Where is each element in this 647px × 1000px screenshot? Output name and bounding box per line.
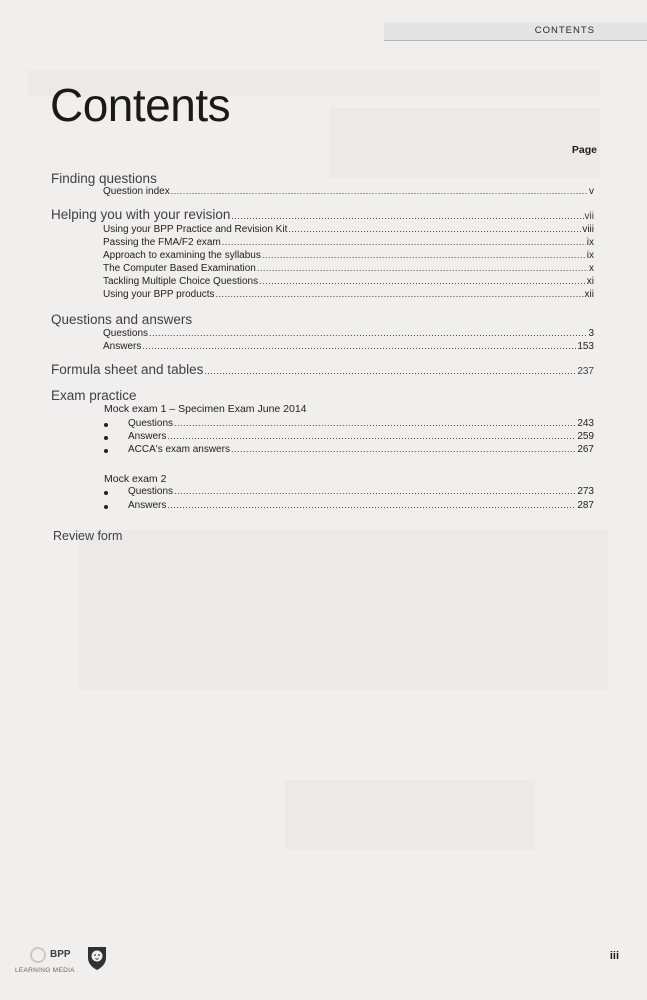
toc-entry-label: Using your BPP Practice and Revision Kit: [103, 224, 288, 235]
toc-section[interactable]: [51, 363, 594, 377]
toc-entry-label: Approach to examining the syllabus: [103, 250, 261, 261]
toc-entry-page: 273: [577, 486, 594, 497]
mock-exam-1-title: Mock exam 1 – Specimen Exam June 2014: [104, 403, 307, 415]
toc-entry-page: ix: [586, 237, 594, 248]
toc-entry-page: viii: [582, 224, 594, 235]
toc-entry-label: Answers: [103, 341, 142, 352]
bullet: [104, 436, 108, 440]
dot-leader: [174, 487, 576, 496]
show-through-shading: [285, 780, 535, 850]
toc-entry[interactable]: [103, 342, 594, 352]
bullet: [104, 449, 108, 453]
toc-entry-page: ix: [586, 250, 594, 261]
show-through-shading: [330, 108, 600, 178]
page-title: Contents: [50, 79, 231, 131]
toc-entry[interactable]: [128, 432, 594, 442]
toc-entry-page: 259: [577, 431, 594, 442]
toc-entry-label: Questions: [128, 486, 174, 497]
toc-entry-label: Answers: [128, 500, 167, 511]
toc-section-title: Finding questions: [51, 171, 157, 186]
toc-section-page: 237: [577, 366, 594, 377]
dot-leader: [231, 212, 583, 221]
toc-entry-label: The Computer Based Examination: [103, 263, 256, 274]
toc-entry[interactable]: [103, 251, 594, 261]
toc-section-page: vii: [584, 211, 594, 222]
toc-entry-page: v: [589, 186, 594, 197]
bullet: [104, 505, 108, 509]
toc-entry-label: ACCA's exam answers: [128, 444, 230, 455]
toc-entry-label: Questions: [103, 328, 149, 339]
bullet: [104, 491, 108, 495]
dot-leader: [288, 225, 581, 234]
toc-entry[interactable]: [128, 487, 594, 497]
bpp-logo: [12, 945, 112, 981]
toc-entry[interactable]: [103, 290, 594, 300]
toc-entry-page: 243: [577, 418, 594, 429]
toc-entry[interactable]: [103, 238, 594, 248]
dot-leader: [259, 277, 586, 286]
bullet: [104, 423, 108, 427]
dot-leader: [222, 238, 586, 247]
toc-entry-label: Question index: [103, 186, 170, 197]
running-header-bar: [384, 22, 647, 41]
logo-text: BPP: [50, 949, 71, 960]
toc-entry-page: 267: [577, 444, 594, 455]
toc-entry-page: 153: [577, 341, 594, 352]
toc-entry-label: Questions: [128, 418, 174, 429]
dot-leader: [262, 251, 586, 260]
toc-section-title: Helping you with your revision: [51, 207, 231, 222]
page-column-label: Page: [571, 144, 597, 156]
toc-entry-page: xi: [586, 276, 594, 287]
toc-entry-page: xii: [584, 289, 594, 300]
dot-leader: [142, 342, 576, 351]
toc-entry-label: Using your BPP products: [103, 289, 215, 300]
dot-leader: [216, 290, 584, 299]
toc-entry[interactable]: [103, 277, 594, 287]
toc-entry-page: x: [589, 263, 594, 274]
dot-leader: [171, 187, 588, 196]
dot-leader: [167, 432, 576, 441]
logo-tagline: LEARNING MEDIA: [15, 967, 75, 974]
toc-entry[interactable]: [103, 187, 594, 197]
dot-leader: [174, 419, 576, 428]
toc-entry-label: Tackling Multiple Choice Questions: [103, 276, 259, 287]
dot-leader: [204, 367, 576, 376]
toc-entry-page: 3: [588, 328, 594, 339]
lion-shield-icon: [86, 945, 108, 971]
dot-leader: [257, 264, 588, 273]
toc-entry-label: Passing the FMA/F2 exam: [103, 237, 221, 248]
toc-entry[interactable]: [128, 419, 594, 429]
toc-section-title: Formula sheet and tables: [51, 362, 204, 377]
toc-section[interactable]: [51, 208, 594, 222]
toc-entry[interactable]: [103, 225, 594, 235]
show-through-shading: [78, 530, 608, 690]
circle-mark-icon: [30, 947, 46, 963]
toc-entry[interactable]: [103, 264, 594, 274]
dot-leader: [149, 329, 587, 338]
toc-section-title: Questions and answers: [51, 312, 193, 327]
running-header: CONTENTS: [534, 25, 595, 36]
toc-entry[interactable]: [128, 501, 594, 511]
dot-leader: [167, 501, 576, 510]
toc-section-title[interactable]: Review form: [53, 529, 123, 543]
toc-entry[interactable]: [128, 445, 594, 455]
toc-entry[interactable]: [103, 329, 594, 339]
toc-entry-page: 287: [577, 500, 594, 511]
toc-section-title: Exam practice: [51, 388, 137, 403]
toc-entry-label: Answers: [128, 431, 167, 442]
dot-leader: [231, 445, 576, 454]
mock-exam-2-title: Mock exam 2: [104, 473, 167, 485]
page-number: iii: [609, 950, 619, 962]
